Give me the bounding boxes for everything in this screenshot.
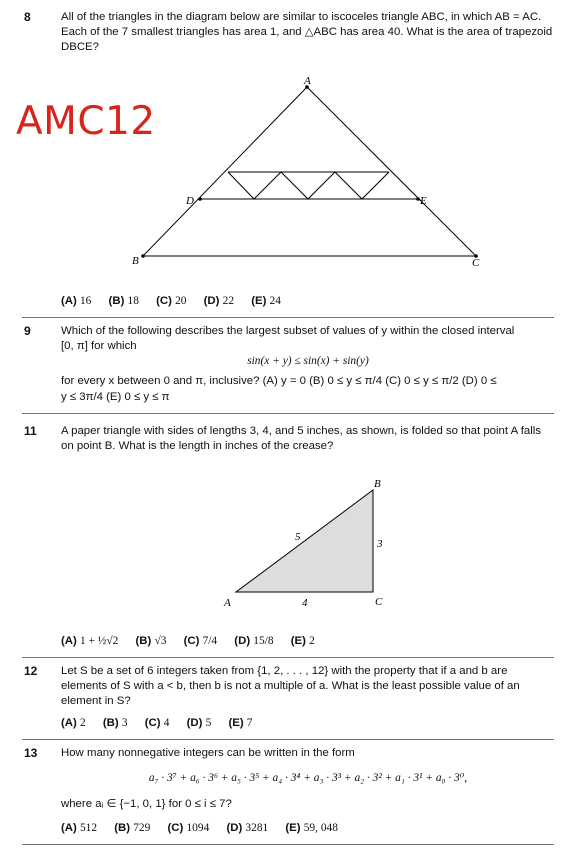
problem-9-number: 9	[24, 324, 31, 338]
label-c: C	[375, 596, 383, 608]
problem-13-choices	[61, 821, 555, 836]
label-b: B	[132, 255, 139, 267]
point-b	[141, 254, 145, 258]
problem-9-inequality: sin(x + y) ≤ sin(x) + sin(y)	[247, 355, 369, 367]
label-c: C	[472, 257, 480, 269]
triangle-diagram	[0, 70, 564, 280]
choice-e[interactable]: (E) 2	[290, 635, 315, 647]
choice-a[interactable]: (A) 1 + ½√2	[61, 635, 119, 647]
small-triangles-zigzag	[228, 172, 389, 199]
label-a: A	[304, 75, 311, 87]
side-4-label: 4	[302, 597, 308, 609]
paper-triangle	[236, 490, 373, 592]
problem-8-number: 8	[24, 10, 31, 24]
choice-b[interactable]: (B) 3	[102, 717, 128, 729]
problem-11-choices	[61, 634, 555, 649]
amc12-watermark: AMC12	[16, 99, 156, 144]
problem-9-text-line1: Which of the following describes the largest subset of values of y within the closed interval	[61, 325, 515, 337]
label-a: A	[224, 597, 231, 609]
choice-c[interactable]: (C) 20	[156, 295, 187, 307]
separator	[22, 413, 554, 414]
choice-e[interactable]: (E) 24	[251, 295, 281, 307]
problem-9-text-line2: [0, π] for which	[61, 340, 137, 352]
problem-13-text-after: where aᵢ ∈ {−1, 0, 1} for 0 ≤ i ≤ 7?	[61, 798, 232, 810]
separator	[22, 657, 554, 658]
label-e: E	[420, 195, 427, 207]
label-d: D	[186, 195, 194, 207]
problem-9-text-line4: y ≤ 3π/4 (E) 0 ≤ y ≤ π	[61, 391, 170, 403]
choice-d[interactable]: (D) 22	[203, 295, 235, 307]
problem-12-choices	[61, 716, 555, 731]
problem-11-number: 11	[24, 424, 37, 438]
problem-11-text: A paper triangle with sides of lengths 3, 4, and 5 inches, as shown, is folded so that point A falls on point B. What is the length in inches of the crease?	[61, 425, 541, 452]
problem-13-expression: a₇ · 3⁷ + a₆ · 3⁶ + a₅ · 3⁵ + a₄ · 3⁴ + a₃ · 3³ + a₂ · 3² + a₁ · 3¹ + a₀ · 3⁰,	[148, 772, 468, 784]
choice-a[interactable]: (A) 512	[61, 822, 98, 834]
choice-d[interactable]: (D) 15/8	[234, 635, 274, 647]
problem-8-choices	[61, 294, 555, 309]
problem-12-number: 12	[24, 664, 38, 678]
problem-9-text-line3: for every x between 0 and π, inclusive? (A) y = 0 (B) 0 ≤ y ≤ π/4 (C) 0 ≤ y ≤ π/2 (D) 0 ≤	[61, 375, 497, 387]
choice-b[interactable]: (B) √3	[135, 635, 167, 647]
choice-d[interactable]: (D) 3281	[226, 822, 269, 834]
separator	[22, 317, 554, 318]
problem-13-text: How many nonnegative integers can be written in the form	[61, 747, 355, 759]
choice-e[interactable]: (E) 59, 048	[285, 822, 338, 834]
choice-c[interactable]: (C) 7/4	[183, 635, 218, 647]
point-d	[198, 197, 202, 201]
choice-c[interactable]: (C) 1094	[167, 822, 210, 834]
choice-d[interactable]: (D) 5	[186, 717, 212, 729]
side-3-label: 3	[377, 538, 383, 550]
choice-c[interactable]: (C) 4	[144, 717, 170, 729]
side-5-label: 5	[295, 531, 301, 543]
choice-a[interactable]: (A) 2	[61, 717, 86, 729]
label-b: B	[374, 478, 381, 490]
separator	[22, 739, 554, 740]
separator	[22, 844, 554, 845]
paper-triangle-diagram	[0, 470, 564, 620]
choice-b[interactable]: (B) 729	[114, 822, 151, 834]
problem-13-number: 13	[24, 746, 38, 760]
choice-e[interactable]: (E) 7	[228, 717, 253, 729]
problem-12-text: Let S be a set of 6 integers taken from {1, 2, . . . , 12} with the property that if a and b are elements of S with a < b, then b is not a multiple of a. What is the least possible value of an element in S?	[61, 665, 520, 707]
choice-b[interactable]: (B) 18	[108, 295, 139, 307]
problem-8-text: All of the triangles in the diagram below are similar to iscoceles triangle ABC, in which AB = AC. Each of the 7 smallest triangles has area 1, and △ABC has area 40. What is the area of trapezoid DBCE?	[61, 11, 553, 53]
choice-a[interactable]: (A) 16	[61, 295, 92, 307]
